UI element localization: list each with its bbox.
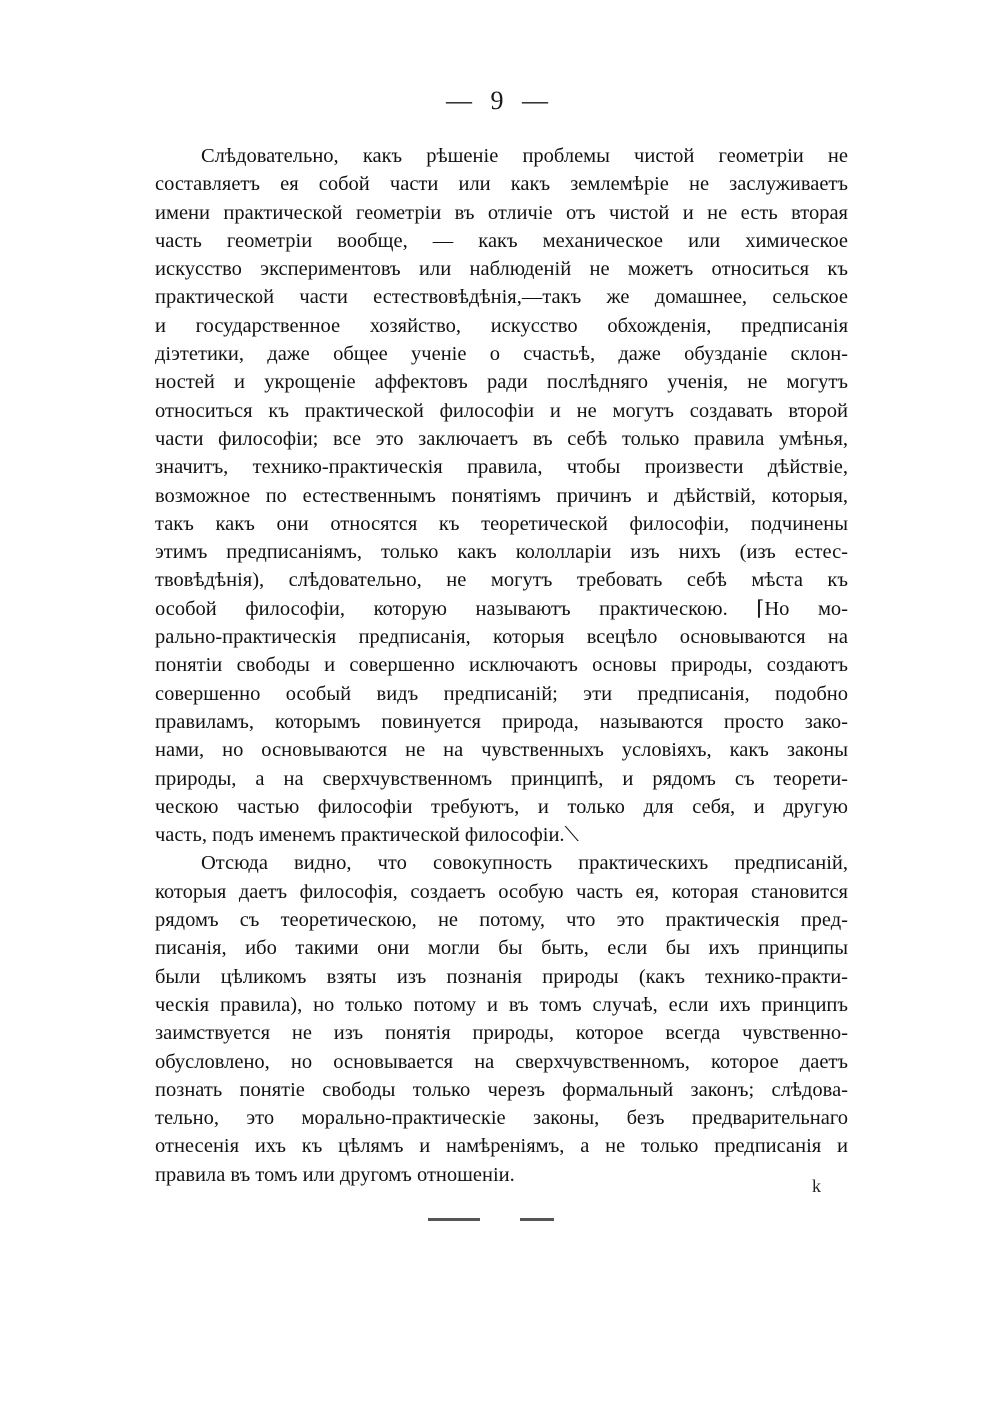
text-line: практической части естествовѣдѣнія,—такъ же домашнее, сельское [155,286,848,309]
text-line: познать понятіе свободы только черезъ формальный законъ; слѣдова- [155,1078,848,1101]
text-line: обусловлено, но основывается на сверхчувственномъ, которое даетъ [155,1050,848,1073]
text-line: діэтетики, даже общее ученіе о счастьѣ, даже обузданіе склон- [155,343,848,366]
text-line: рально-практическія предписанія, которыя всецѣло основываются на [155,626,848,649]
text-line: твовѣдѣнія), слѣдовательно, не могутъ требовать себѣ мѣста къ [155,569,848,592]
text-line: ческою частью философіи требуютъ, и только для себя, и другую [155,795,848,818]
body-text [155,142,848,1189]
text-line: и государственное хозяйство, искусство обхожденія, предписанія [155,314,848,337]
text-line: совершенно особый видъ предписаній; эти предписанія, подобно [155,682,848,705]
text-line: Отсюда видно, что совокупность практическихъ предписаній, [201,852,848,875]
text-line: тельно, это морально-практическіе законы, безъ предварительнаго [155,1107,848,1130]
text-line: значитъ, технико-практическія правила, чтобы произвести дѣйствіе, [155,456,848,479]
paragraph-1 [155,142,848,849]
text-line: часть геометріи вообще, — какъ механическое или химическое [155,229,848,252]
margin-annotation: k [812,1176,821,1196]
text-line: отнесенія ихъ къ цѣлямъ и намѣреніямъ, а не только предписанія и [155,1135,848,1158]
text-line: составляетъ ея собой части или какъ землемѣріе не заслуживаетъ [155,173,848,196]
footer-rule-left [428,1218,480,1221]
text-line: были цѣликомъ взяты изъ познанія природы (какъ технико-практи- [155,965,848,988]
text-line: ческія правила), но только потому и въ томъ случаѣ, если ихъ принципъ [155,993,848,1016]
paragraph-2 [155,849,848,1189]
text-line: правиламъ, которымъ повинуется природа, называются просто зако- [155,710,848,733]
text-line: искусство экспериментовъ или наблюденій не можетъ относиться къ [155,258,848,281]
text-line: возможное по естественнымъ понятіямъ причинъ и дѣйствій, которыя, [155,484,848,507]
page-number: — 9 — [446,86,554,115]
text-line: такъ какъ они относятся къ теоретической философіи, подчинены [155,512,848,535]
text-line: природы, а на сверхчувственномъ принципѣ, и рядомъ съ теорети- [155,767,848,790]
text-line: особой философіи, которую называютъ практическою. ⌈Но мо- [155,597,848,620]
text-line: части философіи; все это заключаетъ въ себѣ только правила умѣнья, [155,427,848,450]
text-line: часть, подъ именемъ практической философіи.⟍ [155,824,579,847]
text-line: заимствуется не изъ понятія природы, которое всегда чувственно- [155,1022,848,1045]
text-line: относиться къ практической философіи и не могутъ создавать второй [155,399,848,422]
text-line: нами, но основываются не на чувственныхъ условіяхъ, какъ законы [155,739,848,762]
text-line: правила въ томъ или другомъ отношеніи. [155,1163,515,1186]
text-line: Слѣдовательно, какъ рѣшеніе проблемы чистой геометріи не [201,145,848,167]
text-line: понятіи свободы и совершенно исключаютъ основы природы, создаютъ [155,654,848,677]
text-line: имени практической геометріи въ отличіе отъ чистой и не есть вторая [155,201,848,224]
footer-rule-right [520,1218,554,1221]
text-line: которыя даетъ философія, создаетъ особую часть ея, которая становится [155,880,848,903]
text-line: рядомъ съ теоретическою, не потому, что это практическія пред- [155,909,848,932]
text-line: писанія, ибо такими они могли бы быть, если бы ихъ принципы [155,937,848,960]
text-line: ностей и укрощеніе аффектовъ ради послѣдняго ученія, не могутъ [155,371,848,394]
text-line: этимъ предписаніямъ, только какъ кололларіи изъ нихъ (изъ естес- [155,541,848,564]
